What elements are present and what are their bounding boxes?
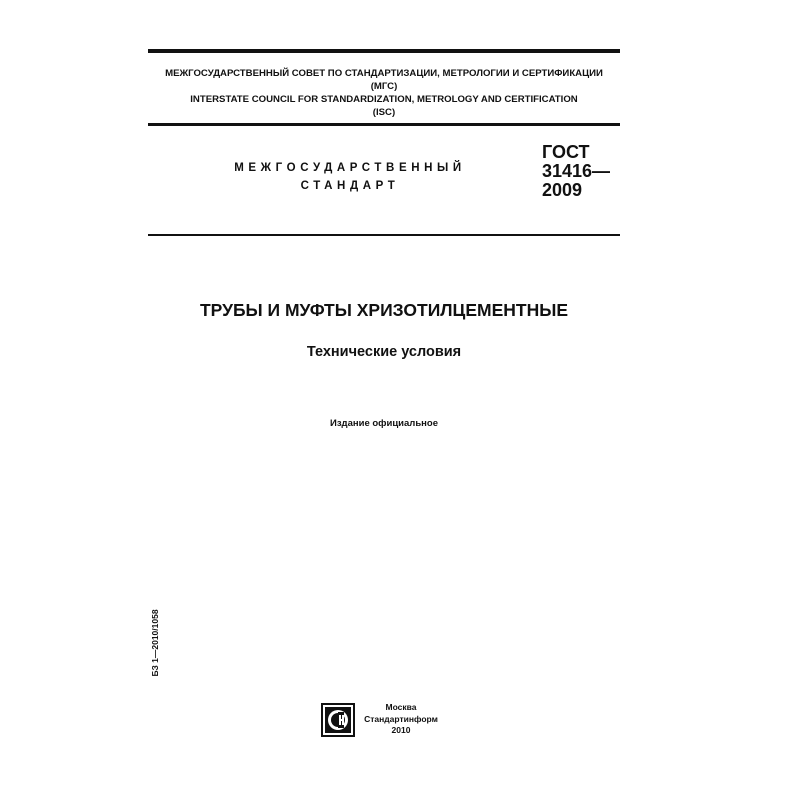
council-header <box>148 67 620 119</box>
designation-number: 31416— <box>542 161 611 181</box>
standard-type-line2: СТАНДАРТ <box>300 180 400 192</box>
designation-year: 2009 <box>542 180 583 200</box>
document-subtitle: Технические условия <box>306 344 462 360</box>
council-name-en: INTERSTATE COUNCIL FOR STANDARDIZATION, METROLOGY AND CERTIFICATION <box>190 94 578 105</box>
side-code: БЗ 1—2010/1058 <box>150 609 160 677</box>
council-abbr-en: (ISC) <box>372 107 396 118</box>
edition-note: Издание официальное <box>330 418 438 429</box>
standartinform-logo-icon <box>321 703 355 737</box>
council-abbr-ru: (МГС) <box>370 81 398 92</box>
document-title: ТРУБЫ И МУФТЫ ХРИЗОТИЛЦЕМЕНТНЫЕ <box>199 300 569 320</box>
publisher-city: Москва <box>385 702 417 712</box>
designation-prefix: ГОСТ <box>542 142 590 162</box>
standard-designation <box>542 143 610 200</box>
publisher-name: Стандартинформ <box>364 713 438 724</box>
publisher-info <box>358 702 444 737</box>
middle-rule <box>148 123 620 126</box>
publisher-year: 2010 <box>391 725 411 735</box>
standard-type-line1: МЕЖГОСУДАРСТВЕННЫЙ <box>234 162 466 174</box>
council-name-ru: МЕЖГОСУДАРСТВЕННЫЙ СОВЕТ ПО СТАНДАРТИЗАЦИИ, МЕТРОЛОГИИ И СЕРТИФИКАЦИИ <box>165 68 603 79</box>
standard-type <box>190 159 510 195</box>
bottom-rule <box>148 234 620 236</box>
top-rule <box>148 49 620 53</box>
